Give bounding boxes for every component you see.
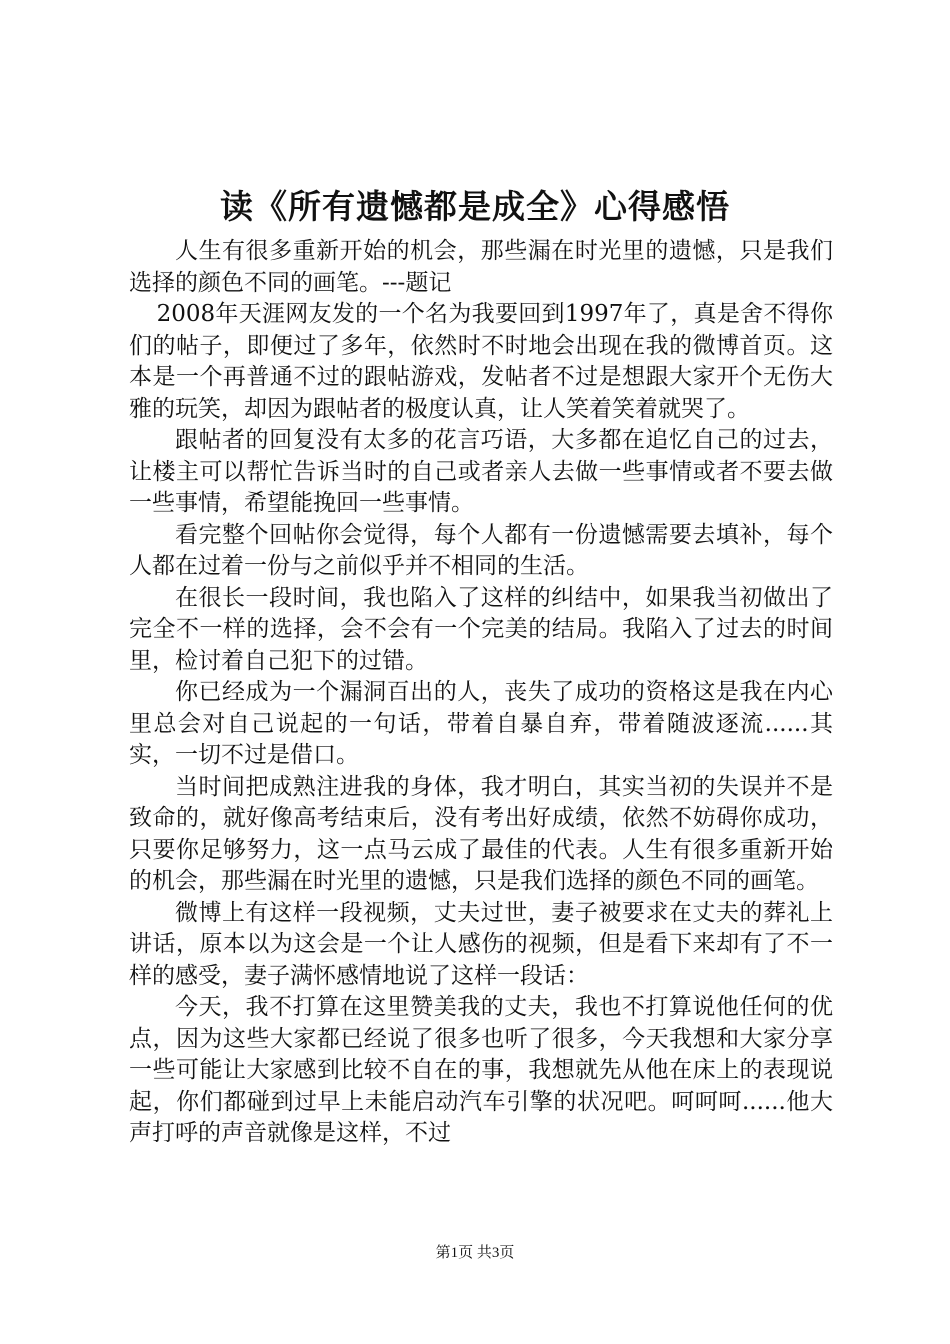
- paragraph-7: 当时间把成熟注进我的身体，我才明白，其实当初的失误并不是致命的，就好像高考结束后，没有考出好成绩，依然不妨碍你成功，只要你足够努力，这一点马云成了最佳的代表。人生有很多重新开始的机会，那些漏在时光里的遗憾，只是我们选择的颜色不同的画笔。: [129, 773, 833, 894]
- paragraph-8: 微博上有这样一段视频，丈夫过世，妻子被要求在丈夫的葬礼上讲话，原本以为这会是一个让人感伤的视频，但是看下来却有了不一样的感受，妻子满怀感情地说了这样一段话：: [129, 899, 833, 989]
- paragraph-9: 今天，我不打算在这里赞美我的丈夫，我也不打算说他任何的优点，因为这些大家都已经说了很多也听了很多，今天我想和大家分享一些可能让大家感到比较不自在的事，我想就先从他在床上的表现说起，你们都碰到过早上未能启动汽车引擎的状况吧。呵呵呵......他大声打呼的声音就像是这样，不过: [129, 994, 833, 1146]
- document-body: [129, 236, 833, 1150]
- paragraph-4: 看完整个回帖你会觉得，每个人都有一份遗憾需要去填补，每个人都在过着一份与之前似乎并不相同的生活。: [129, 521, 833, 579]
- paragraph-6: 你已经成为一个漏洞百出的人，丧失了成功的资格这是我在内心里总会对自己说起的一句话，带着自暴自弃，带着随波逐流......其实，一切不过是借口。: [129, 679, 833, 768]
- paragraph-2: 2008年天涯网友发的一个名为我要回到1997年了，真是舍不得你们的帖子，即便过了多年，依然时不时地会出现在我的微博首页。这本是一个再普通不过的跟帖游戏，发帖者不过是想跟大家开个无伤大雅的玩笑，却因为跟帖者的极度认真，让人笑着笑着就哭了。: [129, 301, 833, 422]
- paragraph-3: 跟帖者的回复没有太多的花言巧语，大多都在追忆自己的过去，让楼主可以帮忙告诉当时的自己或者亲人去做一些事情或者不要去做一些事情，希望能挽回一些事情。: [129, 427, 833, 516]
- paragraph-5: 在很长一段时间，我也陷入了这样的纠结中，如果我当初做出了完全不一样的选择，会不会有一个完美的结局。我陷入了过去的时间里，检讨着自己犯下的过错。: [129, 584, 833, 674]
- page-footer: 第1页 共3页: [435, 1245, 515, 1261]
- document-title: 读《所有遗憾都是成全》心得感悟: [220, 187, 730, 226]
- paragraph-epigraph: 人生有很多重新开始的机会，那些漏在时光里的遗憾，只是我们选择的颜色不同的画笔。---题记: [129, 238, 833, 296]
